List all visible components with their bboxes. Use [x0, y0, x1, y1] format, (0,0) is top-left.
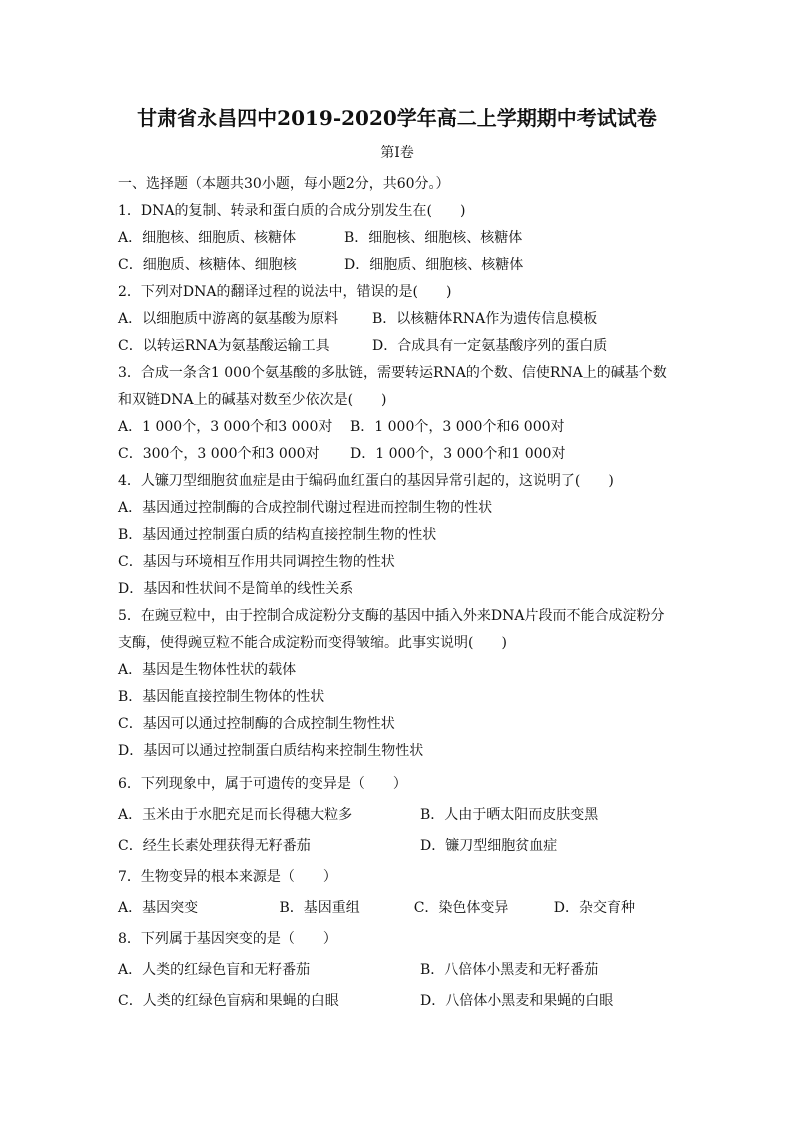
option-d: D．镰刀型细胞贫血症: [420, 838, 558, 854]
option-c: C．基因可以通过控制酶的合成控制生物性状: [118, 716, 395, 732]
exam-subtitle: 第Ⅰ卷: [380, 145, 414, 161]
question-6: [118, 769, 688, 862]
question-stem: 2．下列对DNA的翻译过程的说法中，错误的是( ): [118, 284, 452, 300]
option-row: [118, 414, 688, 441]
option-b: B．基因重组: [279, 900, 360, 916]
option-row: [118, 441, 688, 468]
option-row: [118, 986, 688, 1017]
option-d: D．细胞质、细胞核、核糖体: [344, 257, 524, 273]
option-c: C．人类的红绿色盲病和果蝇的白眼: [118, 993, 339, 1009]
question-stem: 6．下列现象中，属于可遗传的变异是（ ）: [118, 776, 407, 792]
option-row: [118, 306, 688, 333]
option-b: B．基因能直接控制生物体的性状: [118, 689, 325, 705]
option-d: D．基因可以通过控制蛋白质结构来控制生物性状: [118, 743, 424, 759]
option-b: B．1 000个，3 000个和6 000对: [350, 419, 565, 435]
question-8: [118, 924, 688, 1017]
option-d: D．八倍体小黑麦和果蝇的白眼: [420, 993, 614, 1009]
option-row: [118, 225, 688, 252]
option-d: D．杂交育种: [553, 900, 635, 916]
option-b: B．八倍体小黑麦和无籽番茄: [420, 962, 599, 978]
question-1: [118, 198, 688, 279]
option-c: C．染色体变异: [413, 900, 509, 916]
question-7: [118, 862, 688, 924]
option-a: A．基因是生物体性状的载体: [118, 662, 297, 678]
option-c: C．300个，3 000个和3 000对: [118, 446, 320, 462]
option-row: [118, 831, 688, 862]
option-a: A．人类的红绿色盲和无籽番茄: [118, 962, 311, 978]
question-stem: 1．DNA的复制、转录和蛋白质的合成分别发生在( ): [118, 203, 466, 219]
question-stem-line-1: 5．在豌豆粒中，由于控制合成淀粉分支酶的基因中插入外来DNA片段而不能合成淀粉分: [118, 608, 665, 624]
option-a: A．以细胞质中游离的氨基酸为原料: [118, 311, 339, 327]
question-5: [118, 603, 688, 765]
question-stem-line-2: 支酶，使得豌豆粒不能合成淀粉而变得皱缩。此事实说明( ): [118, 635, 507, 651]
option-a: A．基因突变: [118, 900, 199, 916]
option-b: B．以核糖体RNA作为遗传信息模板: [372, 311, 598, 327]
option-b: B．细胞核、细胞核、核糖体: [344, 230, 523, 246]
option-a: A．1 000个，3 000个和3 000对: [118, 419, 333, 435]
question-stem-line-2: 和双链DNA上的碱基对数至少依次是( ): [118, 392, 387, 408]
option-d: D．合成具有一定氨基酸序列的蛋白质: [372, 338, 608, 354]
exam-title: 甘肃省永昌四中2019-2020学年高二上学期期中考试试卷: [137, 106, 657, 130]
question-4: [118, 468, 688, 603]
option-b: B．基因通过控制蛋白质的结构直接控制生物的性状: [118, 527, 437, 543]
question-stem-line-1: 3．合成一条含1 000个氨基酸的多肽链，需要转运RNA的个数、信使RNA上的碱基个数: [118, 365, 667, 381]
option-row: [118, 955, 688, 986]
option-row: [118, 893, 688, 924]
option-a: A．玉米由于水肥充足而长得穗大粒多: [118, 807, 353, 823]
option-c: C．经生长素处理获得无籽番茄: [118, 838, 311, 854]
option-row: [118, 333, 688, 360]
option-d: D．1 000个，3 000个和1 000对: [350, 446, 566, 462]
question-2: [118, 279, 688, 360]
option-a: A．细胞核、细胞质、核糖体: [118, 230, 297, 246]
option-c: C．基因与环境相互作用共同调控生物的性状: [118, 554, 395, 570]
question-stem: 8．下列属于基因突变的是（ ）: [118, 931, 337, 947]
option-row: [118, 252, 688, 279]
option-d: D．基因和性状间不是简单的线性关系: [118, 581, 354, 597]
option-b: B．人由于晒太阳而皮肤变黑: [420, 807, 599, 823]
option-c: C．以转运RNA为氨基酸运输工具: [118, 338, 330, 354]
exam-content: [118, 171, 688, 1017]
option-a: A．基因通过控制酶的合成控制代谢过程进而控制生物的性状: [118, 500, 493, 516]
question-stem: 4．人镰刀型细胞贫血症是由于编码血红蛋白的基因异常引起的，这说明了( ): [118, 473, 614, 489]
option-row: [118, 800, 688, 831]
question-stem: 7．生物变异的根本来源是（ ）: [118, 869, 337, 885]
section-heading: 一、选择题（本题共30小题，每小题2分，共60分。）: [118, 176, 450, 192]
question-3: [118, 360, 688, 468]
option-c: C．细胞质、核糖体、细胞核: [118, 257, 297, 273]
